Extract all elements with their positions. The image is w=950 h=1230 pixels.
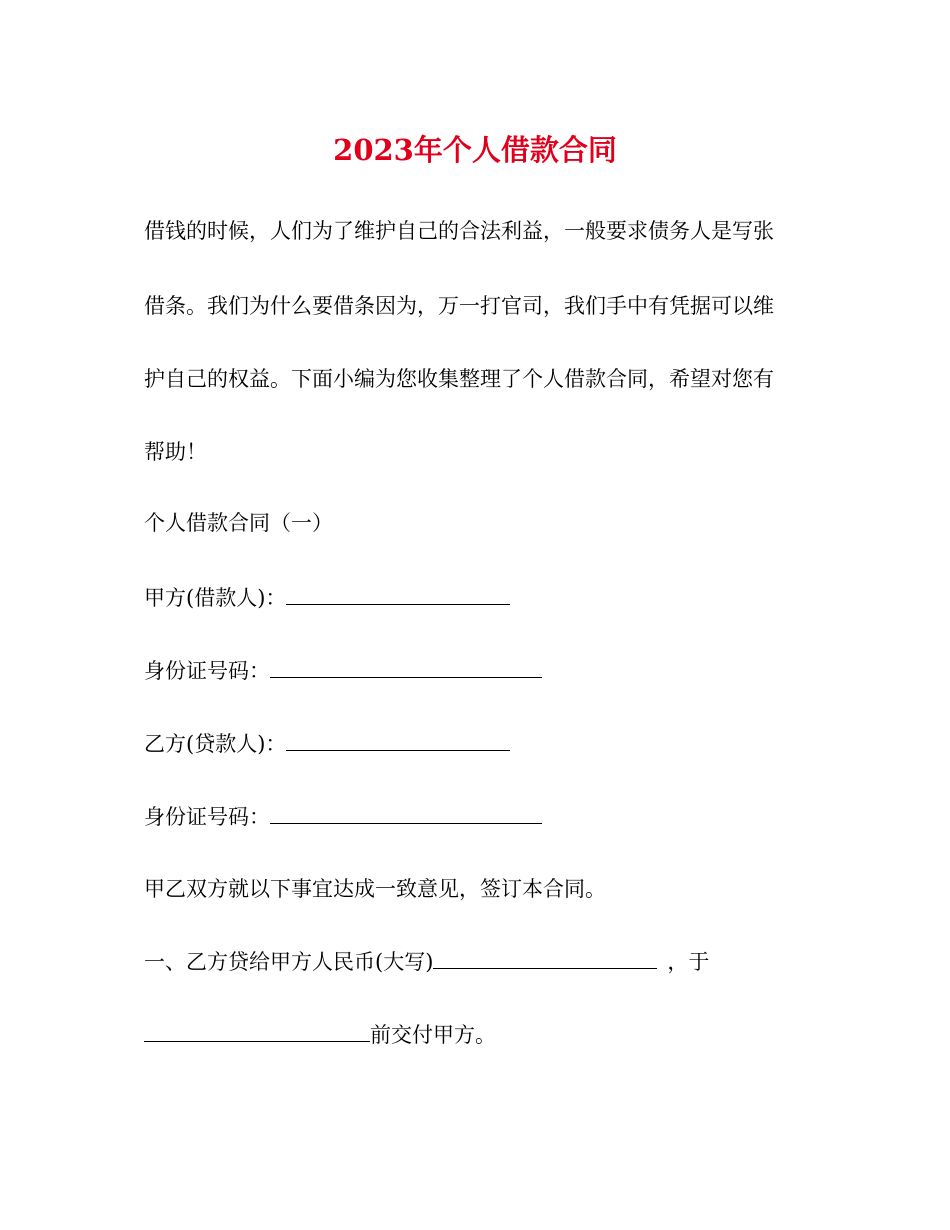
clause-1-continuation (144, 1019, 496, 1050)
intro-line-2: 借条。我们为什么要借条因为，万一打官司，我们手中有凭据可以维 (144, 294, 774, 318)
party-b-id-blank (270, 801, 542, 824)
party-a-id-label: 身份证号码： (144, 659, 270, 683)
party-a-label: 甲方(借款人)： (144, 586, 287, 610)
party-a-id-blank (270, 655, 542, 678)
intro-line-4: 帮助！ (144, 440, 207, 464)
clause-1-middle: ，于 (667, 950, 710, 974)
party-b-id-label: 身份证号码： (144, 805, 270, 829)
party-a-id-row (144, 655, 542, 686)
clause-1-prefix: 一、乙方贷给甲方人民币(大写) (144, 950, 434, 974)
party-a-blank (286, 582, 510, 605)
clause-1-date-blank (144, 1019, 370, 1042)
section-title: 个人借款合同（一） (144, 511, 333, 535)
party-b-blank (286, 728, 510, 751)
agreement-line: 甲乙双方就以下事宜达成一致意见，签订本合同。 (144, 877, 606, 901)
party-b-label: 乙方(贷款人)： (144, 732, 287, 756)
document-title: 2023年个人借款合同 (333, 133, 617, 167)
intro-line-1: 借钱的时候，人们为了维护自己的合法利益，一般要求债务人是写张 (144, 219, 774, 243)
party-a-row (144, 582, 510, 613)
party-b-id-row (144, 801, 542, 832)
clause-1-suffix: 前交付甲方。 (370, 1023, 496, 1047)
clause-1-row (144, 946, 709, 977)
party-b-row (144, 728, 510, 759)
intro-line-3: 护自己的权益。下面小编为您收集整理了个人借款合同，希望对您有 (144, 367, 774, 391)
clause-1-amount-blank (433, 946, 657, 969)
